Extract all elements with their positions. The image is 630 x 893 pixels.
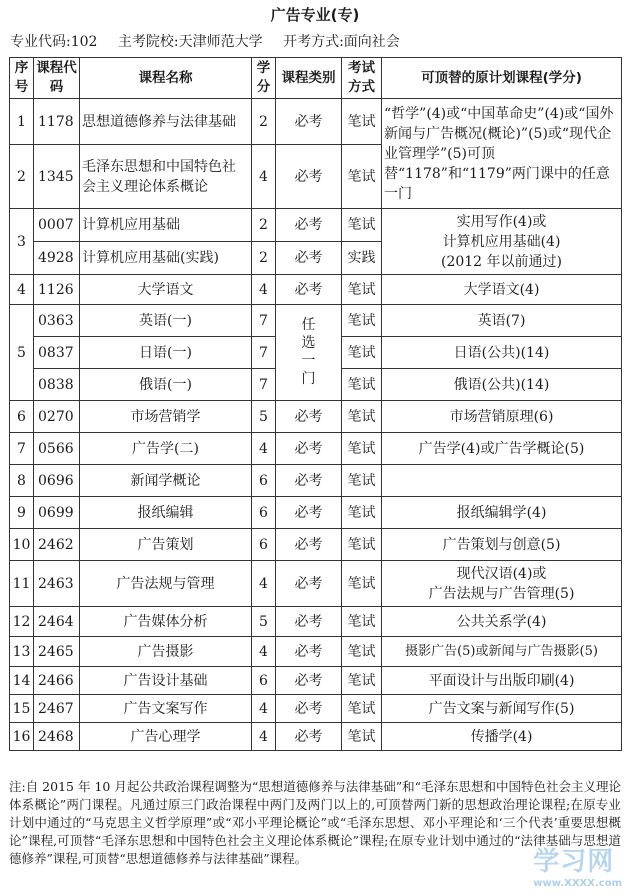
cell-credit: 2 [252,99,276,145]
cell-exam: 笔试 [342,723,382,751]
cell-replace: 摄影广告(5)或新闻与广告摄影(5) [382,637,622,667]
cell-credit: 6 [252,465,276,497]
table-row [10,607,622,637]
cell-name: 计算机应用基础 [80,209,252,242]
cell-code: 2465 [34,637,80,667]
cell-no: 16 [10,723,34,751]
cell-exam: 笔试 [342,99,382,145]
replace-line: (2012 年以前通过) [440,253,562,270]
cell-replace: 平面设计与出版印刷(4) [382,667,622,695]
col-replace: 可顶替的原计划课程(学分) [382,58,622,99]
cell-type: 必考 [276,529,342,561]
cell-type: 必考 [276,667,342,695]
cell-name: 俄语(一) [80,369,252,401]
replace-line: 现代汉语(4)或 [456,565,547,582]
table-header-row [10,58,622,99]
table-row [10,561,622,607]
cell-name: 广告学(二) [80,433,252,465]
cell-replace: 报纸编辑学(4) [382,497,622,529]
col-type: 课程类别 [276,58,342,99]
cell-exam: 笔试 [342,369,382,401]
cell-no: 1 [10,99,34,145]
cell-exam: 笔试 [342,637,382,667]
cell-replace: 广告文案与新闻写作(5) [382,695,622,723]
cell-no: 14 [10,667,34,695]
cell-no: 7 [10,433,34,465]
cell-credit: 4 [252,145,276,209]
table-row [10,723,622,751]
col-no: 序号 [10,58,34,99]
cell-code: 0007 [34,209,80,242]
cell-type: 必考 [276,561,342,607]
cell-replace [382,209,622,275]
cell-replace: 广告学(4)或广告学概论(5) [382,433,622,465]
cell-name: 计算机应用基础(实践) [80,242,252,275]
cell-no: 4 [10,275,34,305]
cell-name: 大学语文 [80,275,252,305]
replace-line: 广告法规与广告管理(5) [428,585,575,602]
cell-no: 2 [10,145,34,209]
cell-replace: 公共关系学(4) [382,607,622,637]
table-row [10,529,622,561]
cell-exam: 笔试 [342,497,382,529]
cell-credit: 4 [252,561,276,607]
cell-code: 2467 [34,695,80,723]
cell-name: 广告法规与管理 [80,561,252,607]
cell-name: 广告心理学 [80,723,252,751]
cell-exam: 笔试 [342,695,382,723]
cell-credit: 6 [252,529,276,561]
cell-credit: 5 [252,401,276,433]
table-row [10,433,622,465]
cell-type: 必考 [276,637,342,667]
cell-name: 英语(一) [80,305,252,337]
cell-no: 3 [10,209,34,275]
cell-exam: 笔试 [342,667,382,695]
cell-exam: 笔试 [342,209,382,242]
cell-code: 0363 [34,305,80,337]
cell-replace [382,465,622,497]
cell-credit: 4 [252,695,276,723]
cell-no: 5 [10,305,34,401]
cell-code: 0696 [34,465,80,497]
cell-exam: 笔试 [342,607,382,637]
table-row [10,275,622,305]
cell-replace: “哲学”(4)或“中国革命史”(4)或“国外新闻与广告概况(概论)”(5)或“现代企业管理学”(5)可顶替“1178”和“1179”两门课中的任意一门 [382,99,622,209]
cell-type: 必考 [276,242,342,275]
cell-exam: 笔试 [342,337,382,369]
cell-code: 1178 [34,99,80,145]
cell-exam: 实践 [342,242,382,275]
watermark-text: 学习网 [533,847,615,877]
cell-type: 必考 [276,99,342,145]
table-row [10,695,622,723]
cell-code: 4928 [34,242,80,275]
cell-credit: 2 [252,209,276,242]
cell-exam: 笔试 [342,529,382,561]
cell-code: 0270 [34,401,80,433]
table-row [10,305,622,337]
cell-name: 毛泽东思想和中国特色社会主义理论体系概论 [80,145,252,209]
cell-replace: 广告策划与创意(5) [382,529,622,561]
major-meta [10,31,416,51]
cell-exam: 笔试 [342,305,382,337]
cell-type: 必考 [276,145,342,209]
major-code: 专业代码:102 [10,34,98,50]
cell-name: 广告媒体分析 [80,607,252,637]
cell-replace: 英语(7) [382,305,622,337]
cell-no: 6 [10,401,34,433]
cell-no: 9 [10,497,34,529]
cell-credit: 4 [252,275,276,305]
table-row [10,401,622,433]
cell-credit: 6 [252,497,276,529]
cell-exam: 笔试 [342,465,382,497]
table-row [10,465,622,497]
cell-type: 必考 [276,723,342,751]
table-row [10,667,622,695]
cell-no: 13 [10,637,34,667]
cell-code: 0838 [34,369,80,401]
exam-school: 主考院校:天津师范大学 [117,34,263,50]
col-credit: 学分 [252,58,276,99]
cell-name: 新闻学概论 [80,465,252,497]
cell-name: 广告摄影 [80,637,252,667]
table-row [10,637,622,667]
cell-credit: 2 [252,242,276,275]
cell-type: 必考 [276,209,342,242]
cell-credit: 4 [252,723,276,751]
footnote: 注:自 2015 年 10 月起公共政治课程调整为“思想道德修养与法律基础”和“毛泽东思想和中国特色社会主义理论体系概论”两门课程。凡通过原三门政治课程中两门及两门以上的,可顶替两门新的思想政治理论课程;在原专业计划中通过的“马克思主义哲学原理”或“邓小平理论概论”或“毛泽东思想、邓小平理论和‘三个代表’重要思想概论”课程,可顶替“毛泽东思想和中国特色社会主义理论体系概论”课程;在原专业计划中通过的“法律基础与思想道德修养”课程,可顶替“思想道德修养与法律基础”课程。 [9,779,621,866]
cell-code: 2468 [34,723,80,751]
cell-type: 必考 [276,607,342,637]
replace-line: 计算机应用基础(4) [442,233,561,250]
cell-no: 8 [10,465,34,497]
cell-credit: 7 [252,337,276,369]
cell-credit: 4 [252,433,276,465]
cell-replace: 大学语文(4) [382,275,622,305]
cell-no: 15 [10,695,34,723]
cell-no: 12 [10,607,34,637]
course-table [9,57,622,751]
cell-name: 广告设计基础 [80,667,252,695]
cell-type: 必考 [276,401,342,433]
cell-type: 必考 [276,275,342,305]
cell-name: 市场营销学 [80,401,252,433]
cell-name: 日语(一) [80,337,252,369]
cell-no: 10 [10,529,34,561]
cell-code: 0566 [34,433,80,465]
cell-type: 必考 [276,433,342,465]
cell-type: 必考 [276,497,342,529]
cell-replace: 俄语(公共)(14) [382,369,622,401]
cell-type: 必考 [276,465,342,497]
cell-replace: 市场营销原理(6) [382,401,622,433]
cell-replace: 传播学(4) [382,723,622,751]
cell-exam: 笔试 [342,433,382,465]
exam-mode: 开考方式:面向社会 [283,34,400,50]
watermark-logo [533,841,622,889]
col-code: 课程代码 [34,58,80,99]
table-row [10,497,622,529]
cell-no: 11 [10,561,34,607]
cell-replace: 日语(公共)(14) [382,337,622,369]
col-name: 课程名称 [80,58,252,99]
cell-replace [382,561,622,607]
cell-credit: 6 [252,667,276,695]
cell-code: 2466 [34,667,80,695]
cell-code: 0699 [34,497,80,529]
cell-exam: 笔试 [342,561,382,607]
cell-code: 1345 [34,145,80,209]
table-row [10,209,622,242]
cell-credit: 5 [252,607,276,637]
col-exam: 考试方式 [342,58,382,99]
elective-label: 任选一门 [301,317,316,387]
cell-credit: 7 [252,305,276,337]
cell-exam: 笔试 [342,401,382,433]
cell-code: 0837 [34,337,80,369]
cell-name: 思想道德修养与法律基础 [80,99,252,145]
cell-exam: 笔试 [342,275,382,305]
table-row [10,99,622,145]
cell-name: 广告文案写作 [80,695,252,723]
cell-type [276,305,342,401]
cell-code: 1126 [34,275,80,305]
cell-exam: 笔试 [342,145,382,209]
watermark-url: www.XXXX.com [533,878,622,889]
cell-code: 2464 [34,607,80,637]
cell-name: 报纸编辑 [80,497,252,529]
cell-credit: 7 [252,369,276,401]
cell-name: 广告策划 [80,529,252,561]
replace-line: 实用写作(4)或 [456,213,547,230]
cell-credit: 4 [252,637,276,667]
page-title: 广告专业(专) [270,6,360,24]
cell-type: 必考 [276,695,342,723]
cell-code: 2462 [34,529,80,561]
cell-code: 2463 [34,561,80,607]
